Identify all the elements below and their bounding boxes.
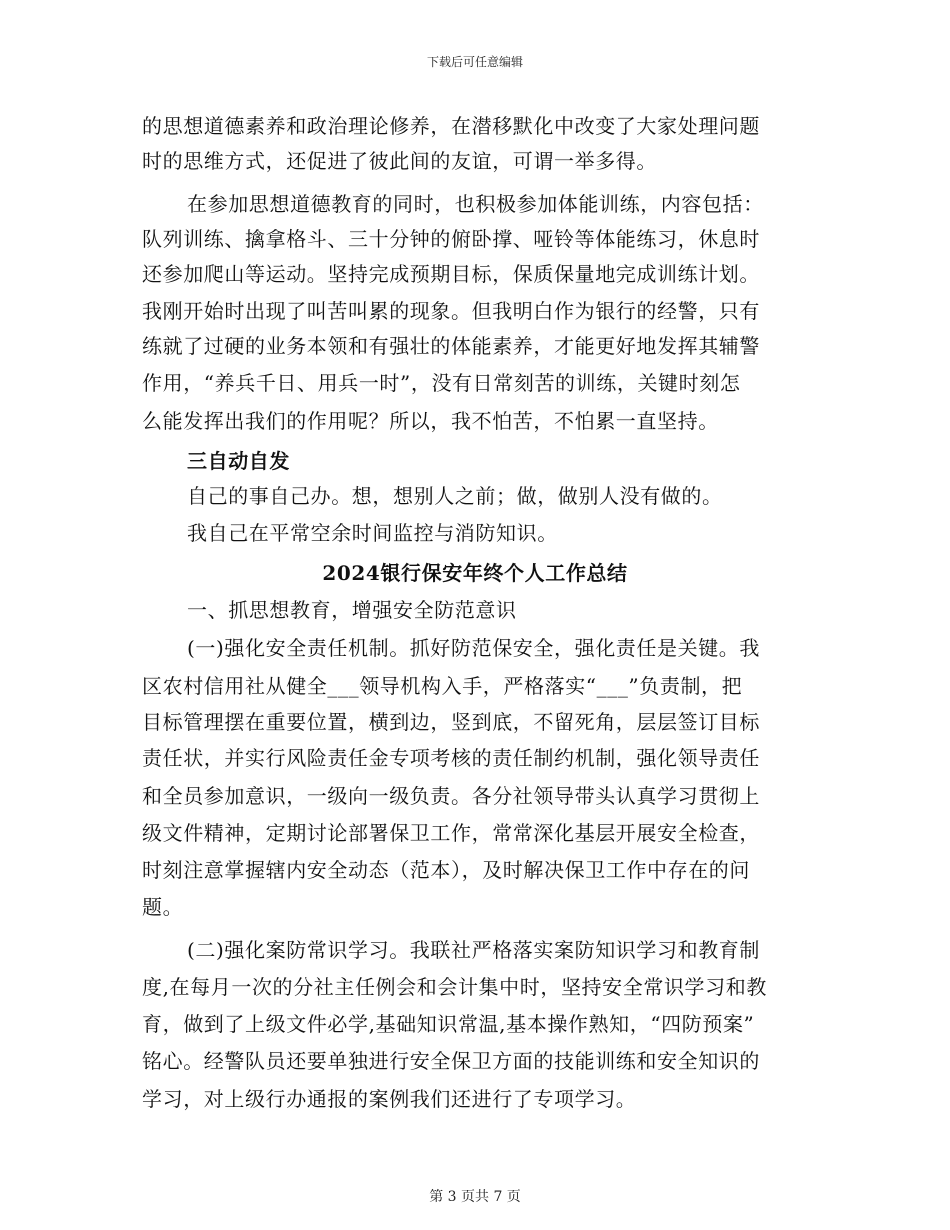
paragraph-line: 还参加爬山等运动。坚持完成预期目标，保质保量地完成训练计划。 bbox=[142, 262, 760, 286]
page-footer: 第 3 页共 7 页 bbox=[429, 1189, 521, 1205]
paragraph-line: 区农村信用社从健全___领导机构入手，严格落实“___”负责制，把 bbox=[142, 674, 743, 698]
paragraph-line: (一)强化安全责任机制。抓好防范保安全，强化责任是关键。我 bbox=[187, 636, 761, 660]
paragraph-line: 学习，对上级行办通报的案例我们还进行了专项学习。 bbox=[142, 1087, 637, 1111]
section-heading: 一、抓思想教育，增强安全防范意识 bbox=[187, 598, 517, 622]
paragraph-line: 队列训练、擒拿格斗、三十分钟的俯卧撑、哑铃等体能练习，休息时 bbox=[142, 227, 760, 251]
paragraph-line: 目标管理摆在重要位置，横到边，竖到底，不留死角，层层签订目标 bbox=[142, 710, 760, 734]
section-heading: 三自动自发 bbox=[187, 449, 290, 473]
paragraph-line: 育，做到了上级文件必学,基础知识常温,基本操作熟知，“四防预案” bbox=[142, 1012, 755, 1036]
paragraph-line: 级文件精神，定期讨论部署保卫工作，常常深化基层开展安全检查， bbox=[142, 821, 760, 845]
paragraph-line: 么能发挥出我们的作用呢？所以，我不怕苦，不怕累一直坚持。 bbox=[142, 409, 719, 433]
paragraph-line: 责任状，并实行风险责任金专项考核的责任制约机制，强化领导责任 bbox=[142, 746, 760, 770]
paragraph-line: 我刚开始时出现了叫苦叫累的现象。但我明白作为银行的经警，只有 bbox=[142, 299, 760, 323]
paragraph-line: 在参加思想道德教育的同时，也积极参加体能训练，内容包括： bbox=[187, 192, 764, 216]
page-header: 下载后可任意编辑 bbox=[426, 55, 523, 69]
paragraph-line: 题。 bbox=[142, 895, 184, 919]
paragraph-line: 时刻注意掌握辖内安全动态（范本），及时解决保卫工作中存在的问 bbox=[142, 858, 750, 882]
paragraph-line: 作用，“养兵千日、用兵一时”，没有日常刻苦的训练，关键时刻怎 bbox=[142, 371, 741, 395]
paragraph-line: 和全员参加意识，一级向一级负责。各分社领导带头认真学习贯彻上 bbox=[142, 784, 760, 808]
paragraph-line: 的思想道德素养和政治理论修养，在潜移默化中改变了大家处理问题 bbox=[142, 114, 760, 138]
paragraph-line: 铭心。经警队员还要单独进行安全保卫方面的技能训练和安全知识的 bbox=[142, 1049, 760, 1073]
paragraph-line: 我自己在平常空余时间监控与消防知识。 bbox=[187, 521, 558, 545]
paragraph-line: 度,在每月一次的分社主任例会和会计集中时，坚持安全常识学习和教 bbox=[142, 975, 767, 999]
paragraph-line: 时的思维方式，还促进了彼此间的友谊，可谓一举多得。 bbox=[142, 149, 657, 173]
paragraph-line: 自己的事自己办。想，想别人之前；做，做别人没有做的。 bbox=[187, 484, 723, 508]
document-title: 2024银行保安年终个人工作总结 bbox=[322, 561, 628, 585]
paragraph-line: (二)强化案防常识学习。我联社严格落实案防知识学习和教育制 bbox=[187, 938, 761, 962]
paragraph-line: 练就了过硬的业务本领和有强壮的体能素养，才能更好地发挥其辅警 bbox=[142, 334, 760, 358]
